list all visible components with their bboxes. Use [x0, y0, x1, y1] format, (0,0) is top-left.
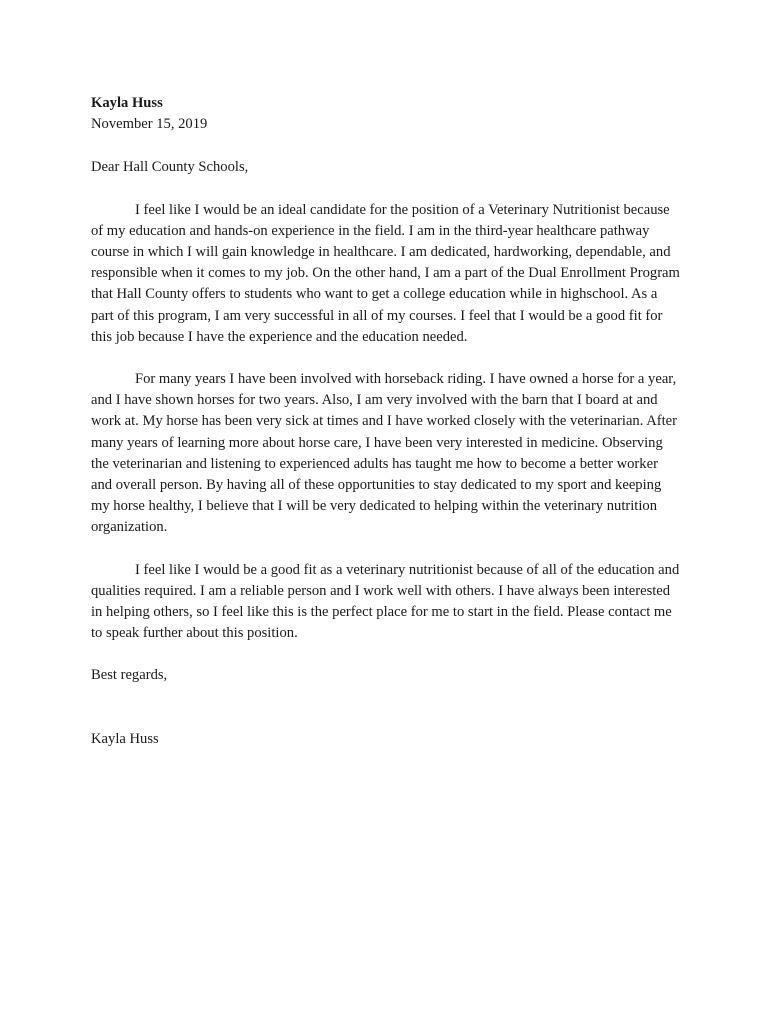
body-paragraph-2: For many years I have been involved with horseback riding. I have owned a horse for a year, and I have shown horses for two years. Also, I am very involved with the barn that I board at and work at. My horse has been very sick at times and I have worked closely with the veterinarian. After many years of learning more about horse care, I have been very interested in medicine. Observing the veterinarian and listening to experienced adults has taught me how to become a better worker and overall person. By having all of these opportunities to stay dedicated to my sport and keeping my horse healthy, I believe that I will be very dedicated to helping within the veterinary nutrition organization.: [91, 371, 677, 536]
closing: Best regards,: [91, 667, 168, 684]
salutation: Dear Hall County Schools,: [91, 159, 249, 176]
signature-name: Kayla Huss: [91, 730, 159, 747]
letter-date: November 15, 2019: [91, 116, 208, 133]
body-paragraph-3: I feel like I would be a good fit as a veterinary nutritionist because of all of the education and qualities required. I am a reliable person and I work well with others. I have always been interested in helping others, so I feel like this is the perfect place for me to start in the field. Please contact me to speak further about this position.: [91, 561, 680, 642]
body-paragraph-1: I feel like I would be an ideal candidate for the position of a Veterinary Nutritionist because of my education and hands-on experience in the field. I am in the third-year healthcare pathway course in which I will gain knowledge in healthcare. I am dedicated, hardworking, dependable, and responsible when it comes to my job. On the other hand, I am a part of the Dual Enrollment Program that Hall County offers to students who want to get a college education while in highschool. As a part of this program, I am very successful in all of my courses. I feel that I would be a good fit for this job because I have the experience and the education needed.: [91, 201, 680, 345]
sender-name: Kayla Huss: [91, 95, 163, 111]
